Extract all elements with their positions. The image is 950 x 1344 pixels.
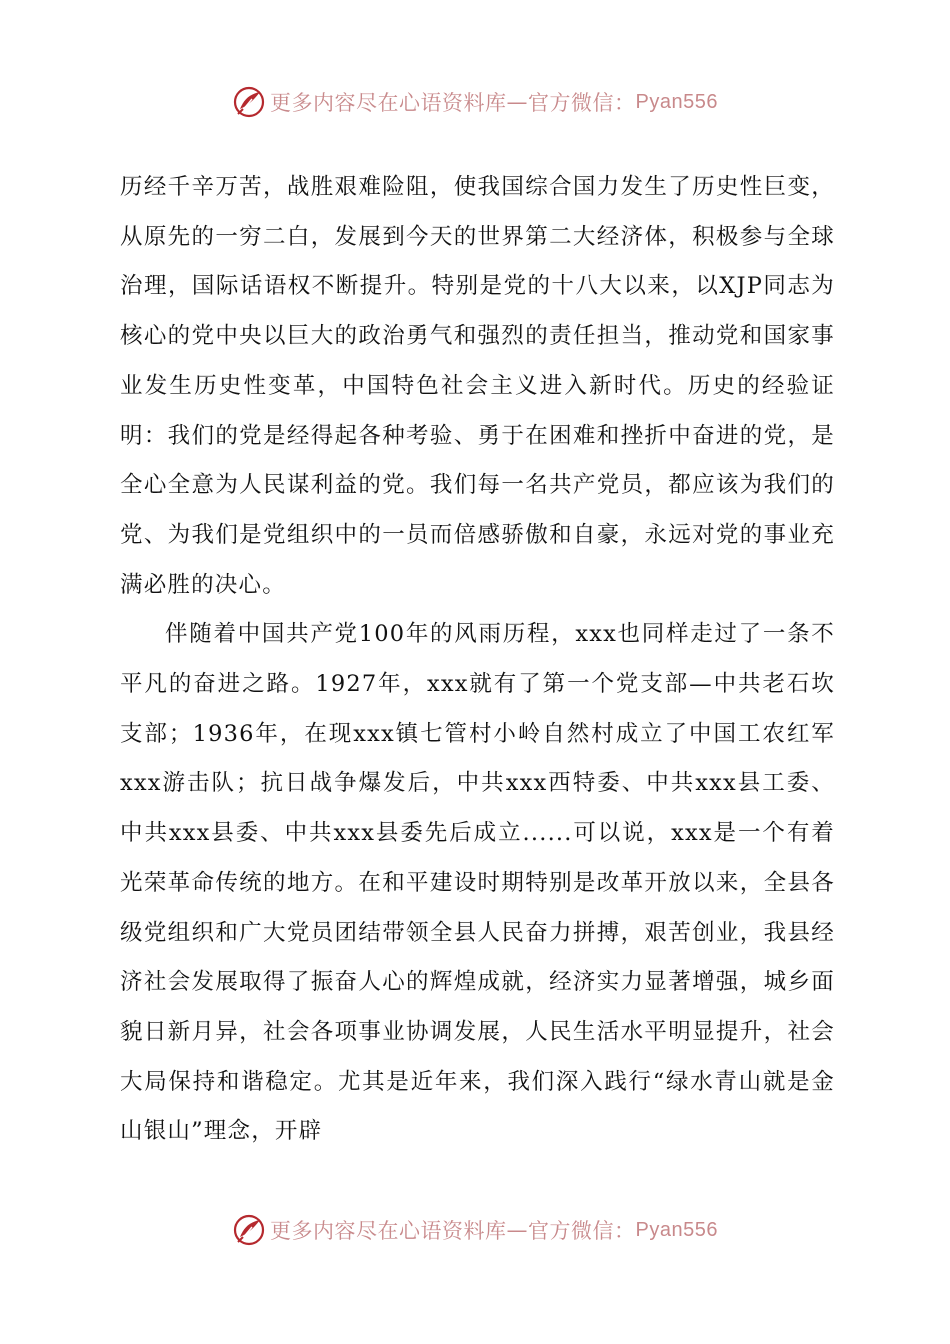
watermark-account: Pyan556 [635,1218,718,1241]
document-body [120,163,835,1157]
watermark-contact-label: 官方微信： [528,91,636,115]
header-watermark [0,82,950,122]
watermark-separator: — [506,1218,529,1242]
watermark-title: 更多内容尽在心语资料库 [270,91,507,115]
watermark-separator: — [506,90,529,114]
pen-leaf-logo-icon [232,85,266,119]
paragraph-2: 伴随着中国共产党100年的风雨历程，xxx也同样走过了一条不平凡的奋进之路。1927年，xxx就有了第一个党支部—中共老石坎支部；1936年，在现xxx镇七管村小岭自然村成立了中国工农红军xxx游击队；抗日战争爆发后，中共xxx西特委、中共xxx县工委、中共xxx县委、中共xxx县委先后成立......可以说，xxx是一个有着光荣革命传统的地方。在和平建设时期特别是改革开放以来，全县各级党组织和广大党员团结带领全县人民奋力拼搏，艰苦创业，我县经济社会发展取得了振奋人心的辉煌成就，经济实力显著增强，城乡面貌日新月异，社会各项事业协调发展，人民生活水平明显提升，社会大局保持和谐稳定。尤其是近年来，我们深入践行“绿水青山就是金山银山”理念，开辟 [120,621,835,1145]
watermark-title: 更多内容尽在心语资料库 [270,1219,507,1243]
paragraph-1: 历经千辛万苦，战胜艰难险阻，使我国综合国力发生了历史性巨变，从原先的一穷二白，发展到今天的世界第二大经济体，积极参与全球治理，国际话语权不断提升。特别是党的十八大以来，以XJP同志为核心的党中央以巨大的政治勇气和强烈的责任担当，推动党和国家事业发生历史性变革，中国特色社会主义进入新时代。历史的经验证明：我们的党是经得起各种考验、勇于在困难和挫折中奋进的党，是全心全意为人民谋利益的党。我们每一名共产党员，都应该为我们的党、为我们是党组织中的一员而倍感骄傲和自豪，永远对党的事业充满必胜的决心。 [120,174,835,598]
pen-leaf-logo-icon [232,1213,266,1247]
watermark-account: Pyan556 [635,90,718,113]
watermark-contact-label: 官方微信： [528,1219,636,1243]
footer-watermark [0,1210,950,1250]
